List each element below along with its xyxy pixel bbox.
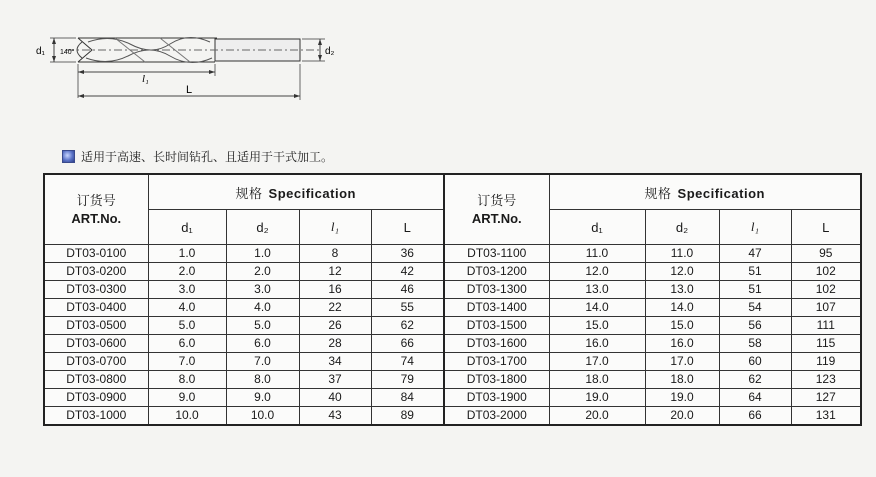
cell-art: DT03-0100: [44, 245, 148, 263]
cell-art: DT03-0700: [44, 353, 148, 371]
cell-d1: 18.0: [549, 371, 645, 389]
cell-d1: 13.0: [549, 281, 645, 299]
cell-d1: 16.0: [549, 335, 645, 353]
cell-art: DT03-0900: [44, 389, 148, 407]
cell-L: 62: [371, 317, 444, 335]
cell-l1: 56: [719, 317, 791, 335]
cell-d2: 18.0: [645, 371, 719, 389]
cell-L: 74: [371, 353, 444, 371]
cell-d2: 6.0: [226, 335, 299, 353]
cell-art: DT03-1300: [444, 281, 549, 299]
header-art-cn: 订货号: [76, 192, 116, 208]
cell-L: 111: [791, 317, 861, 335]
cell-d2: 13.0: [645, 281, 719, 299]
cell-L: 115: [791, 335, 861, 353]
cell-art: DT03-1200: [444, 263, 549, 281]
cell-L: 84: [371, 389, 444, 407]
cell-d1: 10.0: [148, 407, 226, 426]
cell-d2: 7.0: [226, 353, 299, 371]
drill-drawing: [20, 20, 350, 110]
cell-d1: 8.0: [148, 371, 226, 389]
cell-l1: 60: [719, 353, 791, 371]
cell-d1: 19.0: [549, 389, 645, 407]
table-row: [44, 245, 861, 263]
cell-d2: 12.0: [645, 263, 719, 281]
cell-d2: 16.0: [645, 335, 719, 353]
cell-d2: 14.0: [645, 299, 719, 317]
header-art-no-right: [444, 174, 549, 245]
cell-L: 95: [791, 245, 861, 263]
cell-d2: 17.0: [645, 353, 719, 371]
L-label: L: [186, 84, 193, 96]
cell-l1: 64: [719, 389, 791, 407]
header-art-en: ART.No.: [71, 210, 122, 226]
cell-d1: 3.0: [148, 281, 226, 299]
cell-l1: 66: [719, 407, 791, 426]
cell-d1: 12.0: [549, 263, 645, 281]
cell-d2: 19.0: [645, 389, 719, 407]
table-row: [44, 281, 861, 299]
cell-L: 102: [791, 263, 861, 281]
cell-d1: 20.0: [549, 407, 645, 426]
cell-l1: 43: [299, 407, 371, 426]
header-L-right: L: [791, 210, 861, 245]
cell-art: DT03-1700: [444, 353, 549, 371]
spec-table: [43, 173, 862, 426]
cell-d1: 7.0: [148, 353, 226, 371]
l1-label: l₁: [142, 73, 149, 85]
cell-d2: 2.0: [226, 263, 299, 281]
bullet-icon: [62, 150, 75, 163]
cell-art: DT03-1100: [444, 245, 549, 263]
cell-L: 79: [371, 371, 444, 389]
header-d1: d₁: [148, 210, 226, 245]
header-l1-text: l₁: [330, 219, 340, 234]
header-spec-en-right: Specification: [677, 185, 765, 201]
cell-L: 36: [371, 245, 444, 263]
cell-art: DT03-0800: [44, 371, 148, 389]
cell-d2: 5.0: [226, 317, 299, 335]
cell-d2: 20.0: [645, 407, 719, 426]
cell-art: DT03-0500: [44, 317, 148, 335]
cell-art: DT03-0600: [44, 335, 148, 353]
header-spec-cn-right: 规格: [644, 185, 672, 201]
cell-art: DT03-2000: [444, 407, 549, 426]
cell-d1: 5.0: [148, 317, 226, 335]
table-row: [44, 407, 861, 426]
cell-d1: 6.0: [148, 335, 226, 353]
header-l1-right: [719, 210, 791, 245]
header-d2: d₂: [226, 210, 299, 245]
usage-note-text: 适用于高速、长时间钻孔、且适用于干式加工。: [81, 150, 334, 164]
header-art-cn-right: 订货号: [477, 192, 517, 208]
table-row: [44, 335, 861, 353]
cell-d1: 17.0: [549, 353, 645, 371]
cell-L: 55: [371, 299, 444, 317]
table-row: [44, 353, 861, 371]
cell-l1: 26: [299, 317, 371, 335]
cell-l1: 22: [299, 299, 371, 317]
cell-art: DT03-1400: [444, 299, 549, 317]
cell-l1: 62: [719, 371, 791, 389]
header-art-en-right: ART.No.: [471, 210, 522, 226]
header-spec-en: Specification: [268, 185, 356, 201]
usage-note: [62, 148, 333, 165]
cell-art: DT03-1900: [444, 389, 549, 407]
cell-d2: 9.0: [226, 389, 299, 407]
cell-l1: 12: [299, 263, 371, 281]
table-row: [44, 371, 861, 389]
cell-L: 107: [791, 299, 861, 317]
cell-l1: 8: [299, 245, 371, 263]
cell-l1: 28: [299, 335, 371, 353]
cell-d2: 8.0: [226, 371, 299, 389]
table-row: [44, 299, 861, 317]
cell-L: 102: [791, 281, 861, 299]
cell-l1: 51: [719, 281, 791, 299]
cell-L: 89: [371, 407, 444, 426]
cell-L: 127: [791, 389, 861, 407]
cell-d1: 1.0: [148, 245, 226, 263]
cell-L: 119: [791, 353, 861, 371]
header-l1-text-right: l₁: [750, 219, 760, 234]
cell-art: DT03-0200: [44, 263, 148, 281]
cell-art: DT03-1000: [44, 407, 148, 426]
cell-L: 46: [371, 281, 444, 299]
cell-l1: 16: [299, 281, 371, 299]
cell-l1: 51: [719, 263, 791, 281]
cell-l1: 34: [299, 353, 371, 371]
cell-l1: 40: [299, 389, 371, 407]
cell-d2: 1.0: [226, 245, 299, 263]
cell-d1: 11.0: [549, 245, 645, 263]
spec-table-body: [44, 245, 861, 426]
cell-art: DT03-0400: [44, 299, 148, 317]
cell-l1: 47: [719, 245, 791, 263]
cell-d1: 4.0: [148, 299, 226, 317]
cell-L: 42: [371, 263, 444, 281]
cell-l1: 58: [719, 335, 791, 353]
cell-art: DT03-0300: [44, 281, 148, 299]
cell-d2: 4.0: [226, 299, 299, 317]
header-l1: [299, 210, 371, 245]
header-art-no: [44, 174, 148, 245]
angle-label: 140°: [60, 49, 75, 56]
cell-L: 131: [791, 407, 861, 426]
header-spec-cn: 规格: [235, 185, 263, 201]
cell-d2: 11.0: [645, 245, 719, 263]
cell-d2: 3.0: [226, 281, 299, 299]
table-row: [44, 263, 861, 281]
header-specification-right: [549, 174, 861, 210]
d1-label: d₁: [36, 46, 45, 57]
cell-d1: 14.0: [549, 299, 645, 317]
header-specification: [148, 174, 444, 210]
cell-art: DT03-1800: [444, 371, 549, 389]
header-d1-right: d₁: [549, 210, 645, 245]
cell-d2: 15.0: [645, 317, 719, 335]
cell-d2: 10.0: [226, 407, 299, 426]
cell-art: DT03-1600: [444, 335, 549, 353]
cell-d1: 15.0: [549, 317, 645, 335]
header-d2-right: d₂: [645, 210, 719, 245]
header-L: L: [371, 210, 444, 245]
cell-art: DT03-1500: [444, 317, 549, 335]
cell-d1: 2.0: [148, 263, 226, 281]
cell-l1: 37: [299, 371, 371, 389]
cell-L: 66: [371, 335, 444, 353]
cell-L: 123: [791, 371, 861, 389]
cell-l1: 54: [719, 299, 791, 317]
cell-d1: 9.0: [148, 389, 226, 407]
table-row: [44, 317, 861, 335]
table-row: [44, 389, 861, 407]
d2-label: d₂: [325, 46, 335, 57]
